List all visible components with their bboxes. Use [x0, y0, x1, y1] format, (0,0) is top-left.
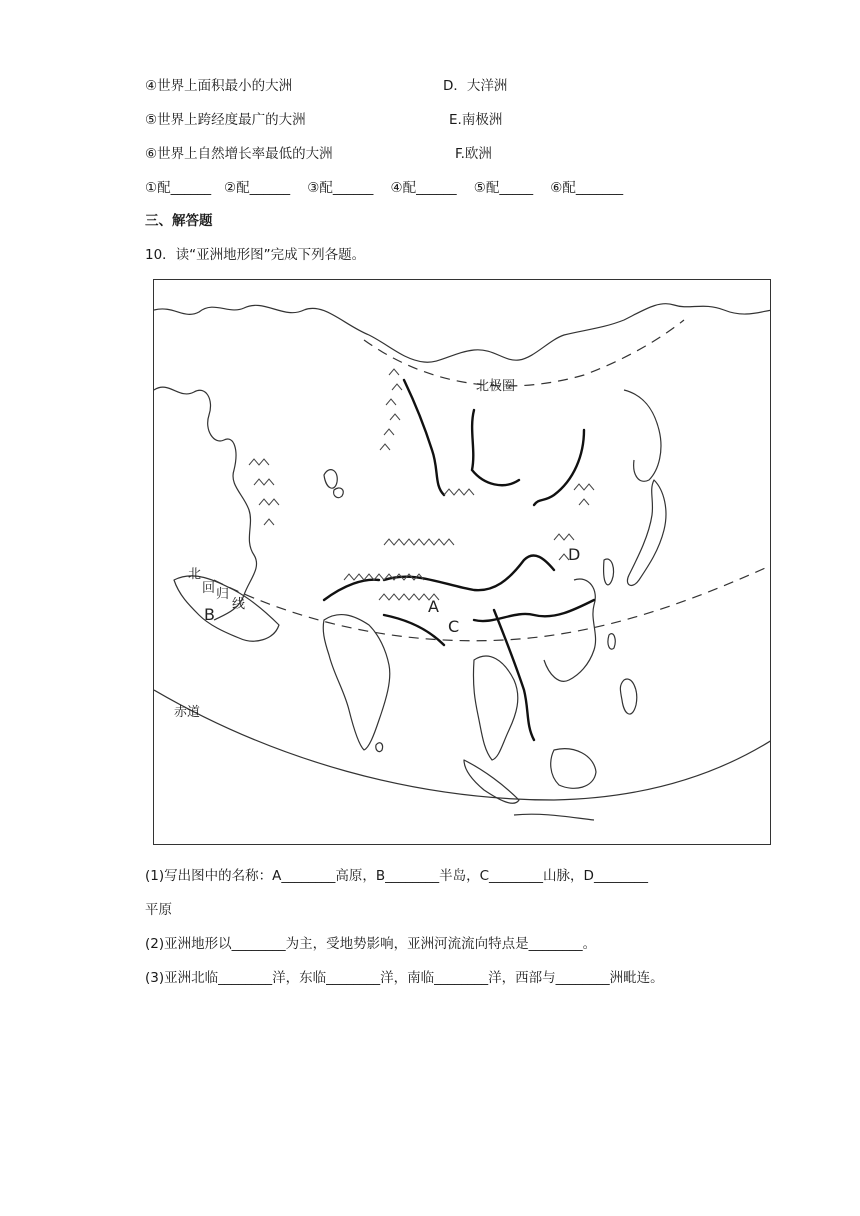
caucasus-iran-mountains [249, 459, 279, 525]
tropic-label-1: 北 [188, 567, 202, 582]
aral-sea [334, 488, 344, 498]
matching-row-5-left: ⑤世界上跨经度最广的大洲 [145, 112, 306, 128]
matching-row-6-right: F.欧洲 [455, 146, 492, 162]
borneo [551, 749, 596, 789]
sub-question-1-line-1: (1)写出图中的名称：A________高原，B________半岛，C________山脉，D________ [145, 868, 648, 884]
map-drawing [154, 280, 771, 845]
label-C: C [448, 617, 460, 636]
arctic-circle-line [364, 320, 684, 386]
section-title: 三、解答题 [145, 213, 213, 229]
tropic-label-4: 线 [232, 597, 246, 612]
northeast-coast [624, 390, 661, 481]
north-coastline [154, 304, 771, 363]
matching-row-5-right: E.南极洲 [449, 112, 503, 128]
equator-label: 赤道 [174, 705, 201, 720]
arabian-peninsula [174, 576, 279, 641]
matching-answer-blanks: ①配______ ②配______ ③配______ ④配______ ⑤配_____ ⑥配_______ [145, 180, 624, 196]
label-D: D [568, 545, 581, 564]
ural-mountains [380, 369, 402, 450]
taiwan [608, 634, 615, 649]
matching-row-6-left: ⑥世界上自然增长率最低的大洲 [145, 146, 333, 162]
label-B: B [204, 605, 215, 624]
sub-question-3: (3)亚洲北临________洋，东临________洋，南临________洋，西部与________洲毗连。 [145, 970, 664, 986]
tropic-label-3: 归 [216, 587, 230, 602]
indian-subcontinent [323, 615, 390, 750]
river-3 [534, 430, 584, 505]
tropic-of-cancer-line [214, 565, 771, 641]
sumatra [464, 760, 519, 803]
central-mountains [444, 489, 474, 495]
ganges-river [384, 615, 444, 645]
river-1 [404, 380, 444, 495]
indochina [473, 656, 517, 760]
question-stem: 10．读“亚洲地形图”完成下列各题。 [145, 247, 366, 263]
tianshan-mountains [384, 539, 454, 545]
java [514, 814, 594, 820]
arctic-circle-label: 北极圈 [476, 379, 516, 394]
japan [627, 480, 666, 585]
asia-topographic-map [153, 279, 771, 845]
east-coast [544, 579, 596, 681]
sub-question-1-line-2: 平原 [145, 902, 172, 918]
sri-lanka [376, 743, 383, 752]
river-2 [472, 410, 519, 485]
equator-line [154, 690, 771, 800]
sub-question-2: (2)亚洲地形以________为主，受地势影响，亚洲河流流向特点是________。 [145, 936, 597, 952]
indus-river [324, 580, 379, 600]
matching-row-4-right: D．大洋洲 [443, 78, 508, 94]
philippines [620, 679, 636, 714]
yellow-river [384, 555, 554, 590]
label-A: A [428, 597, 439, 616]
caspian-sea [324, 470, 337, 489]
korea [604, 559, 614, 585]
yangtze-river [474, 600, 594, 621]
matching-row-4-left: ④世界上面积最小的大洲 [145, 78, 293, 94]
mekong-river [494, 610, 534, 740]
tropic-label-2: 回 [202, 581, 216, 596]
